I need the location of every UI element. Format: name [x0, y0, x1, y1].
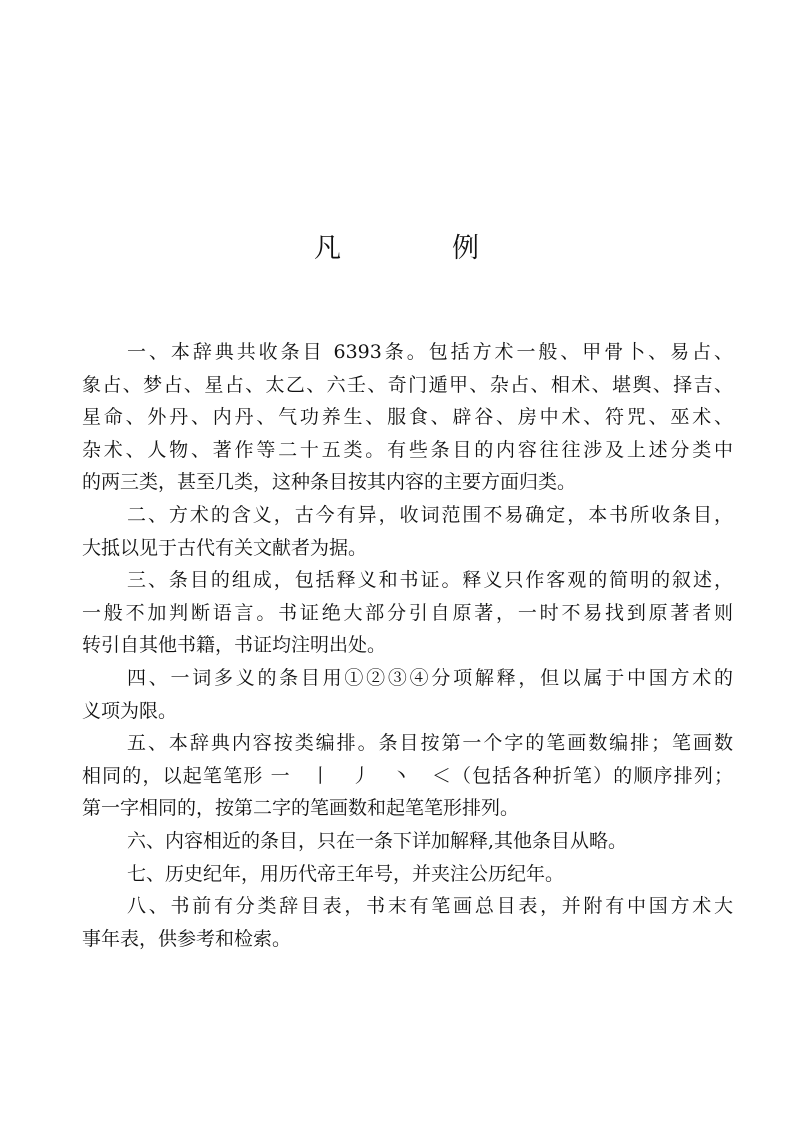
- text-line: 义项为限。: [82, 699, 178, 722]
- paragraph-3: [82, 564, 733, 662]
- text-line: 第一字相同的，按第二字的笔画数和起笔笔形排列。: [82, 797, 520, 820]
- text-line: 三、条目的组成，包括释义和书证。释义只作客观的简明的叙述，: [127, 569, 733, 592]
- text-line: 七、历史纪年，用历代帝王年号，并夹注公历纪年。: [127, 862, 565, 885]
- text-line: 六、内容相近的条目，只在一条下详加解释,其他条目从略。: [127, 829, 628, 852]
- text-line: 杂术、人物、著作等二十五类。有些条目的内容往往涉及上述分类中: [82, 438, 733, 461]
- text-line: 四、一词多义的条目用①②③④分项解释，但以属于中国方术的: [127, 666, 733, 689]
- document-body: [82, 336, 733, 955]
- text-line: 大抵以见于古代有关文献者为据。: [82, 536, 368, 559]
- text-line: 二、方术的含义，古今有异，收词范围不易确定，本书所收条目，: [127, 503, 733, 526]
- text-line: 一般不加判断语言。书证绝大部分引自原著，一时不易找到原著者则: [82, 601, 733, 624]
- text-line: 事年表，供参考和检索。: [82, 927, 292, 950]
- paragraph-7: [82, 858, 733, 891]
- text-line: 转引自其他书籍，书证均注明出处。: [82, 634, 387, 657]
- text-line: 相同的，以起笔笔形 一 丨 丿 丶 ＜（包括各种折笔）的顺序排列；: [82, 764, 733, 787]
- paragraph-8: [82, 890, 733, 955]
- text-line: 象占、梦占、星占、太乙、六壬、奇门遁甲、杂占、相术、堪舆、择吉、: [82, 373, 733, 396]
- paragraph-1: [82, 336, 733, 499]
- paragraph-4: [82, 662, 733, 727]
- text-line: 星命、外丹、内丹、气功养生、服食、辟谷、房中术、符咒、巫术、: [82, 406, 733, 429]
- text-line: 五、本辞典内容按类编排。条目按第一个字的笔画数编排；笔画数: [127, 732, 733, 755]
- paragraph-5: [82, 727, 733, 825]
- text-line: 八、书前有分类辞目表，书末有笔画总目表，并附有中国方术大: [127, 895, 733, 918]
- paragraph-6: [82, 825, 733, 858]
- text-line: 一、本辞典共收条目 6393条。包括方术一般、甲骨卜、易占、: [127, 341, 733, 363]
- page-title: 凡 例: [314, 233, 521, 264]
- paragraph-2: [82, 499, 733, 564]
- text-line: 的两三类，甚至几类，这种条目按其内容的主要方面归类。: [82, 471, 577, 494]
